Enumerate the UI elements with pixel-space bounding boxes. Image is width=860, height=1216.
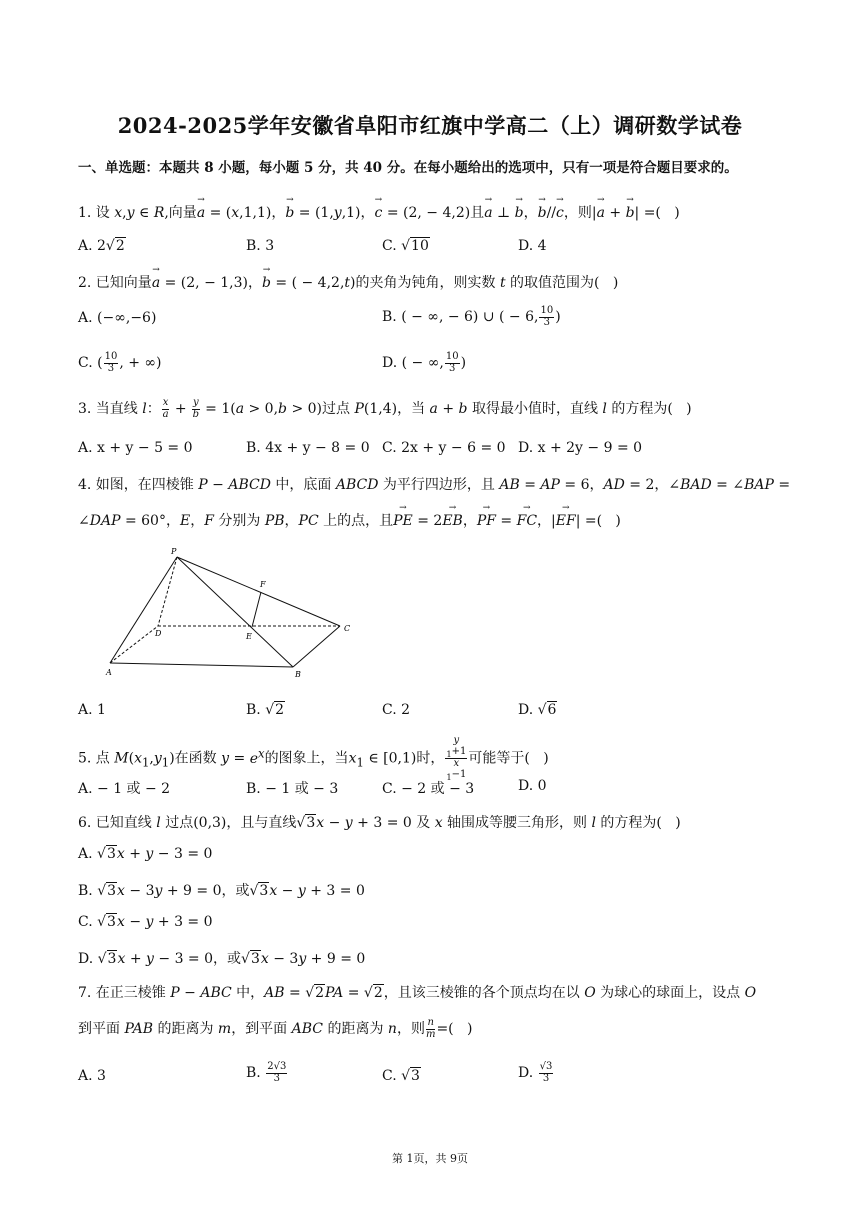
question-5-stem: 5. 点 $M(x_1,y_1)$在函数 $y = e^x$的图象上，当$x_1$ ∈ [0,1)时， y $_1$+1 x $_1$−1 可能等于( ) — [78, 735, 549, 782]
q3-option-a: A. x + y − 5 = 0 — [78, 440, 193, 456]
figure-label-c: C — [344, 624, 351, 633]
question-4-stem-line2: ∠DAP = 60°，E，F 分别为 PB，PC 上的点，且→ PE = 2→ EB，→ PF = → FC，|→ EF| =( ) — [78, 510, 621, 530]
q2-option-c: C. ( $\frac{10}{3}$ , + ∞) — [78, 351, 162, 374]
q6-option-b: B. √3x − 3y + 9 = 0，或√3x − y + 3 = 0 — [78, 883, 365, 899]
q4-option-a: A. 1 — [78, 702, 106, 718]
question-1-stem: 1. 设 x,y ∈ R,向量→ a = (x,1,1)，→ b = (1,y,1)，→ c = (2, − 4,2)且→ a ⊥ → b，→ b//→ c，则|→ a + → b| =( ) — [78, 202, 680, 222]
q2-option-d: D. ( − ∞, $\frac{10}{3}$ ) — [382, 351, 467, 374]
q5-option-d: D. 0 — [518, 778, 547, 794]
question-6-stem: 6. 已知直线 l 过点(0,3)，且与直线√3x − y + 3 = 0 及 x 轴围成等腰三角形，则 l 的方程为( ) — [78, 815, 681, 831]
q1-option-a: A. 2√2 — [78, 238, 125, 254]
page-title: 2024-2025学年安徽省阜阳市红旗中学高二（上）调研数学试卷 — [117, 113, 743, 138]
figure-label-d: D — [155, 629, 162, 638]
q7-option-d: D. $\frac{√3}{3}$ — [518, 1061, 553, 1084]
q4-option-b: B. √2 — [246, 702, 285, 718]
question-7-stem-line1: 7. 在正三棱锥 P − ABC 中，AB = √2PA = √2，且该三棱锥的各个顶点均在以 O 为球心的球面上，设点 O — [78, 985, 757, 1001]
question-4-stem-line1: 4. 如图，在四棱锥 P − ABCD 中，底面 ABCD 为平行四边形，且 AB = AP = 6，AD = 2，∠BAD = ∠BAP = — [78, 477, 791, 493]
q7-option-c: C. √3 — [382, 1068, 420, 1084]
q3-option-b: B. 4x + y − 8 = 0 — [246, 440, 370, 456]
figure-label-b: B — [295, 670, 301, 679]
q4-option-d: D. √6 — [518, 702, 557, 718]
q5-option-b: B. − 1 或 − 3 — [246, 781, 339, 797]
q3-option-d: D. x + 2y − 9 = 0 — [518, 440, 643, 456]
q2-option-a: A. (−∞,−6) — [78, 310, 157, 326]
q5-option-c: C. − 2 或 − 3 — [382, 781, 475, 797]
section-heading: 一、单选题：本题共 8 小题，每小题 5 分，共 40 分。在每小题给出的选项中，只有一项是符合题目要求的。 — [78, 160, 738, 176]
q5-option-a: A. − 1 或 − 2 — [78, 781, 171, 797]
q6-option-c: C. √3x − y + 3 = 0 — [78, 914, 213, 930]
q1-option-c: C. √10 — [382, 238, 429, 254]
q1-option-b: B. 3 — [246, 238, 275, 254]
q2-option-b: B. ( − ∞, − 6) ∪ ( − 6, $\frac{10}{3}$ ) — [382, 305, 561, 328]
figure-label-f: F — [260, 580, 266, 589]
q3-option-c: C. 2x + y − 6 = 0 — [382, 440, 506, 456]
question-2-stem: 2. 已知向量→ a = (2, − 1,3)，→ b = ( − 4,2,t)的夹角为钝角，则实数 t 的取值范围为( ) — [78, 272, 618, 292]
q7-option-b: B. $\frac{2√3}{3}$ — [246, 1061, 287, 1084]
q6-option-a: A. √3x + y − 3 = 0 — [78, 846, 213, 862]
question-7-stem-line2: 到平面 PAB 的距离为 m，到平面 ABC 的距离为 n，则 $\frac{n}{m}$ =( ) — [78, 1017, 473, 1040]
q7-option-a: A. 3 — [78, 1068, 106, 1084]
figure-label-a: A — [106, 668, 112, 677]
q4-option-c: C. 2 — [382, 702, 411, 718]
page-footer: 第 1页，共 9页 — [392, 1152, 468, 1165]
question-3-stem: 3. 当直线 l： $\frac{x}{a}$ + $\frac{y}{b}$ = 1(a > 0,b > 0)过点 P(1,4)，当 a + b 取得最小值时，直线 l 的方程为( ) — [78, 397, 692, 420]
figure-label-e: E — [246, 632, 252, 641]
q6-option-d: D. √3x + y − 3 = 0，或√3x − 3y + 9 = 0 — [78, 951, 366, 967]
figure-label-p: P — [171, 547, 177, 556]
q1-option-d: D. 4 — [518, 238, 547, 254]
pyramid-figure — [100, 545, 365, 680]
